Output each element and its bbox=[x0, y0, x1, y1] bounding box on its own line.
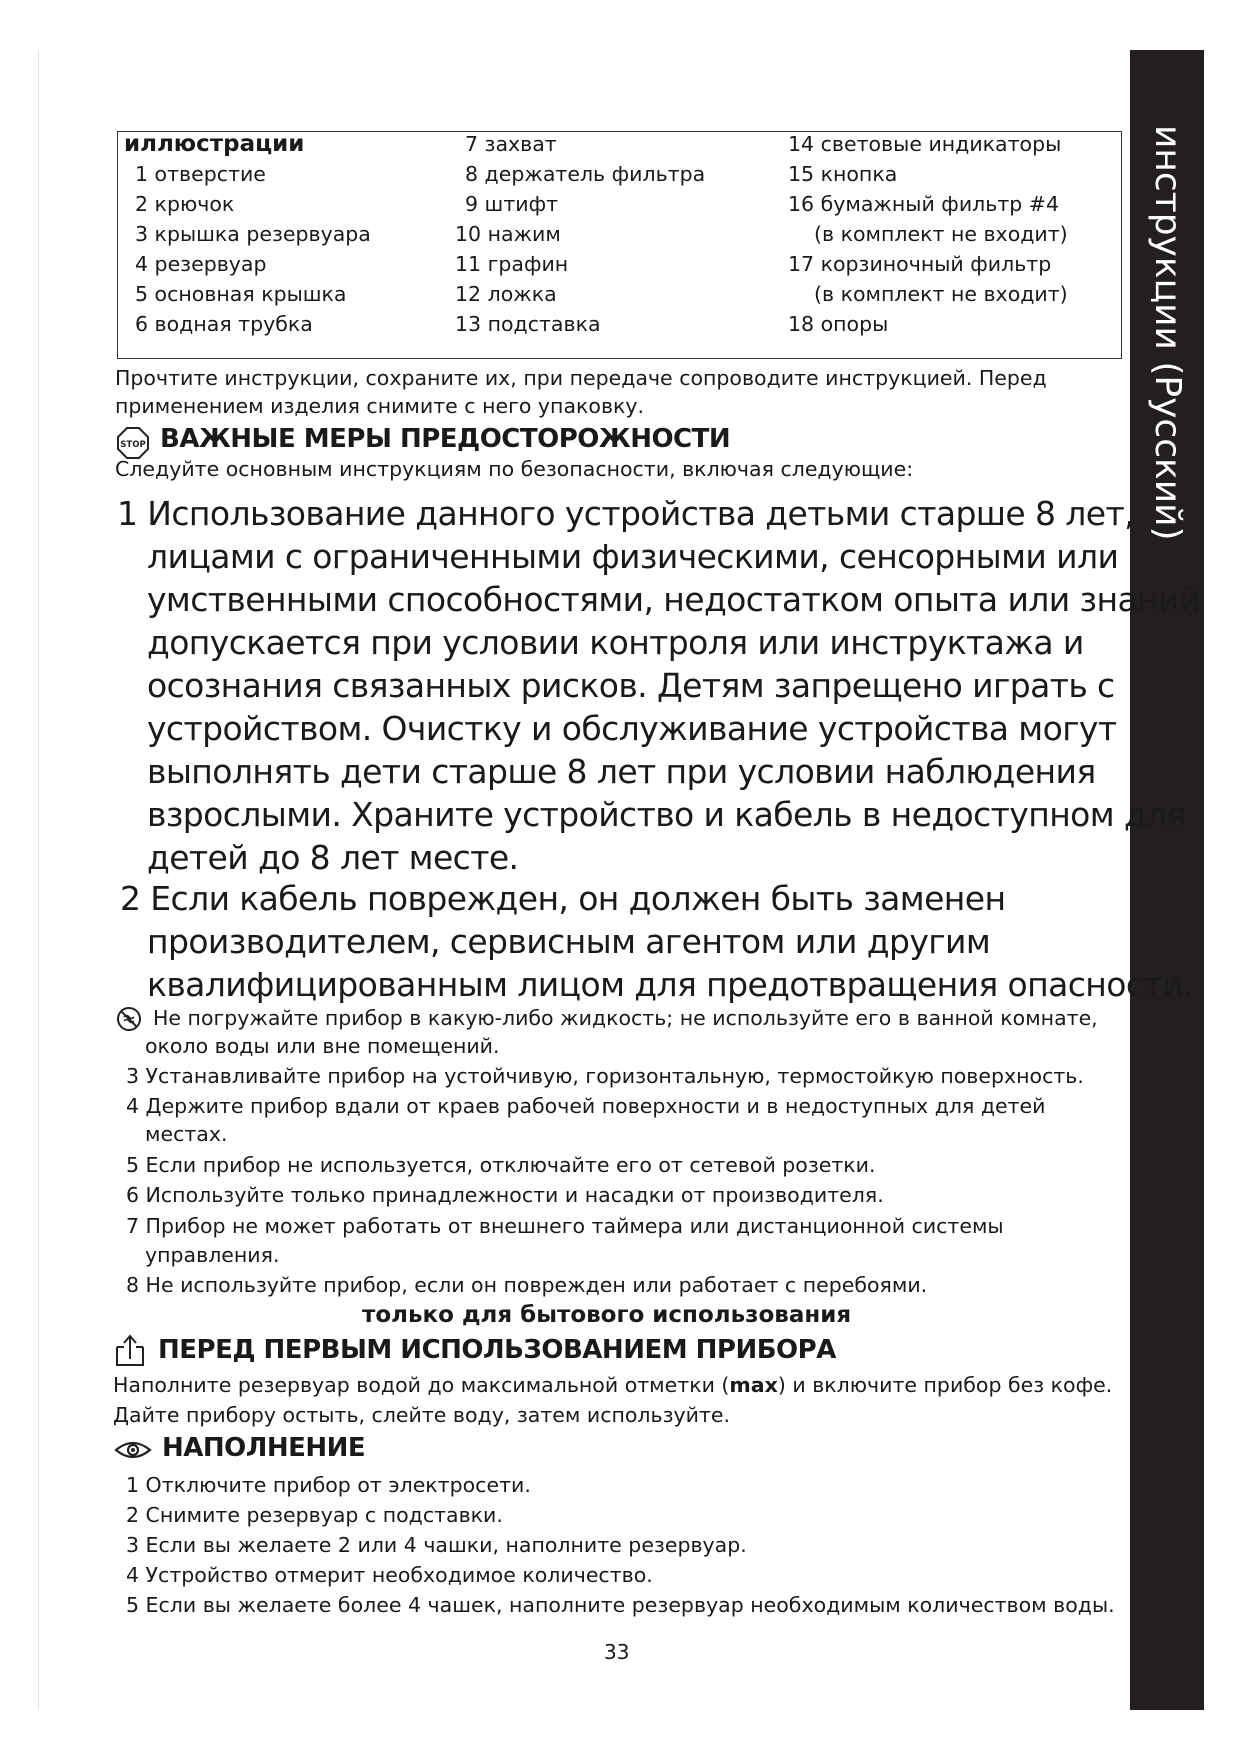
filling-step: 1 Отключите прибор от электросети. bbox=[126, 1473, 531, 1497]
filling-heading: НАПОЛНЕНИЕ bbox=[162, 1433, 366, 1463]
legend-item: 8 держатель фильтра bbox=[465, 162, 706, 186]
legend-heading: иллюстрации bbox=[124, 131, 305, 157]
illustrations-legend bbox=[117, 131, 1122, 359]
legend-note: (в комплект не входит) bbox=[814, 222, 1068, 246]
legend-item: 10 нажим bbox=[455, 222, 561, 246]
legend-item: 1 отверстие bbox=[135, 162, 266, 186]
legend-item: 14 световые индикаторы bbox=[788, 132, 1062, 156]
safety-subtitle: Следуйте основным инструкциям по безопасности, включая следующие: bbox=[115, 457, 914, 481]
safety-item-1: выполнять дети старше 8 лет при условии наблюдения bbox=[147, 752, 1096, 791]
legend-item: 15 кнопка bbox=[788, 162, 898, 186]
legend-item: 9 штифт bbox=[465, 192, 559, 216]
legend-item: 4 резервуар bbox=[135, 252, 267, 276]
legend-item: 6 водная трубка bbox=[135, 312, 313, 336]
safety-item: 5 Если прибор не используется, отключайте его от сетевой розетки. bbox=[126, 1153, 876, 1177]
safety-item-1: умственными способностями, недостатком опыта или знаний bbox=[147, 580, 1200, 619]
safety-item: местах. bbox=[145, 1122, 228, 1146]
filling-step: 3 Если вы желаете 2 или 4 чашки, наполните резервуар. bbox=[126, 1533, 747, 1557]
safety-item: управления. bbox=[145, 1243, 280, 1267]
legend-item: 13 подставка bbox=[455, 312, 601, 336]
intro-line: применением изделия снимите с него упаковку. bbox=[115, 394, 645, 418]
no-immersion-icon bbox=[116, 1006, 142, 1032]
legend-item: 3 крышка резервуара bbox=[135, 222, 371, 246]
safety-item-1: допускается при условии контроля или инструктажа и bbox=[147, 623, 1084, 662]
first-use-heading: ПЕРЕД ПЕРВЫМ ИСПОЛЬЗОВАНИЕМ ПРИБОРА bbox=[158, 1335, 836, 1365]
safety-item-1: лицами с ограниченными физическими, сенсорными или bbox=[147, 537, 1119, 576]
legend-item: 16 бумажный фильтр #4 bbox=[788, 192, 1060, 216]
page-number: 33 bbox=[604, 1640, 630, 1664]
intro-line: Прочтите инструкции, сохраните их, при передаче сопроводите инструкцией. Перед bbox=[115, 366, 1047, 390]
eye-icon bbox=[114, 1439, 152, 1461]
legend-item: 2 крючок bbox=[135, 192, 235, 216]
warning-line: около воды или вне помещений. bbox=[145, 1034, 500, 1058]
first-use-text: Наполните резервуар водой до максимальной отметки (max) и включите прибор без кофе. bbox=[113, 1373, 1113, 1397]
safety-item: 8 Не используйте прибор, если он поврежден или работает с перебоями. bbox=[126, 1273, 928, 1297]
household-use-note: только для бытового использования bbox=[362, 1302, 852, 1328]
safety-item-1: осознания связанных рисков. Детям запрещено играть с bbox=[147, 666, 1115, 705]
legend-item: 5 основная крышка bbox=[135, 282, 347, 306]
safety-item: 4 Держите прибор вдали от краев рабочей поверхности и в недоступных для детей bbox=[126, 1094, 1046, 1118]
filling-step: 4 Устройство отмерит необходимое количество. bbox=[126, 1563, 653, 1587]
safety-item: 3 Устанавливайте прибор на устойчивую, горизонтальную, термостойкую поверхность. bbox=[126, 1064, 1084, 1088]
safety-item-1: взрослыми. Храните устройство и кабель в недоступном для bbox=[147, 795, 1186, 834]
safety-item: 7 Прибор не может работать от внешнего таймера или дистанционной системы bbox=[126, 1214, 1004, 1238]
sidebar-title: инструкции (Русский) bbox=[1147, 125, 1188, 541]
safety-item-2: квалифицированным лицом для предотвращения опасности. bbox=[147, 965, 1193, 1004]
legend-item: 7 захват bbox=[465, 132, 557, 156]
filling-step: 5 Если вы желаете более 4 чашек, наполните резервуар необходимым количеством воды. bbox=[126, 1593, 1115, 1617]
legend-item: 11 графин bbox=[455, 252, 569, 276]
safety-item-1: устройством. Очистку и обслуживание устройства могут bbox=[147, 709, 1117, 748]
safety-item: 6 Используйте только принадлежности и насадки от производителя. bbox=[126, 1183, 884, 1207]
legend-note: (в комплект не входит) bbox=[814, 282, 1068, 306]
legend-item: 18 опоры bbox=[788, 312, 889, 336]
safety-item-2: производителем, сервисным агентом или другим bbox=[147, 922, 991, 961]
safety-item-1: детей до 8 лет месте. bbox=[147, 838, 519, 877]
safety-item-2: 2 Если кабель поврежден, он должен быть заменен bbox=[120, 879, 1006, 918]
unpack-box-icon bbox=[114, 1333, 146, 1367]
filling-step: 2 Снимите резервуар с подставки. bbox=[126, 1503, 503, 1527]
legend-item: 17 корзиночный фильтр bbox=[788, 252, 1052, 276]
legend-item: 12 ложка bbox=[455, 282, 557, 306]
page-margin-line bbox=[38, 50, 39, 1710]
warning-line: Не погружайте прибор в какую-либо жидкость; не используйте его в ванной комнате, bbox=[153, 1006, 1098, 1030]
safety-heading: ВАЖНЫЕ МЕРЫ ПРЕДОСТОРОЖНОСТИ bbox=[160, 424, 731, 454]
svg-text:STOP: STOP bbox=[120, 440, 146, 450]
safety-item-1: 1 Использование данного устройства детьми старше 8 лет, bbox=[117, 494, 1134, 533]
first-use-text: Дайте прибору остыть, слейте воду, затем используйте. bbox=[113, 1403, 731, 1427]
